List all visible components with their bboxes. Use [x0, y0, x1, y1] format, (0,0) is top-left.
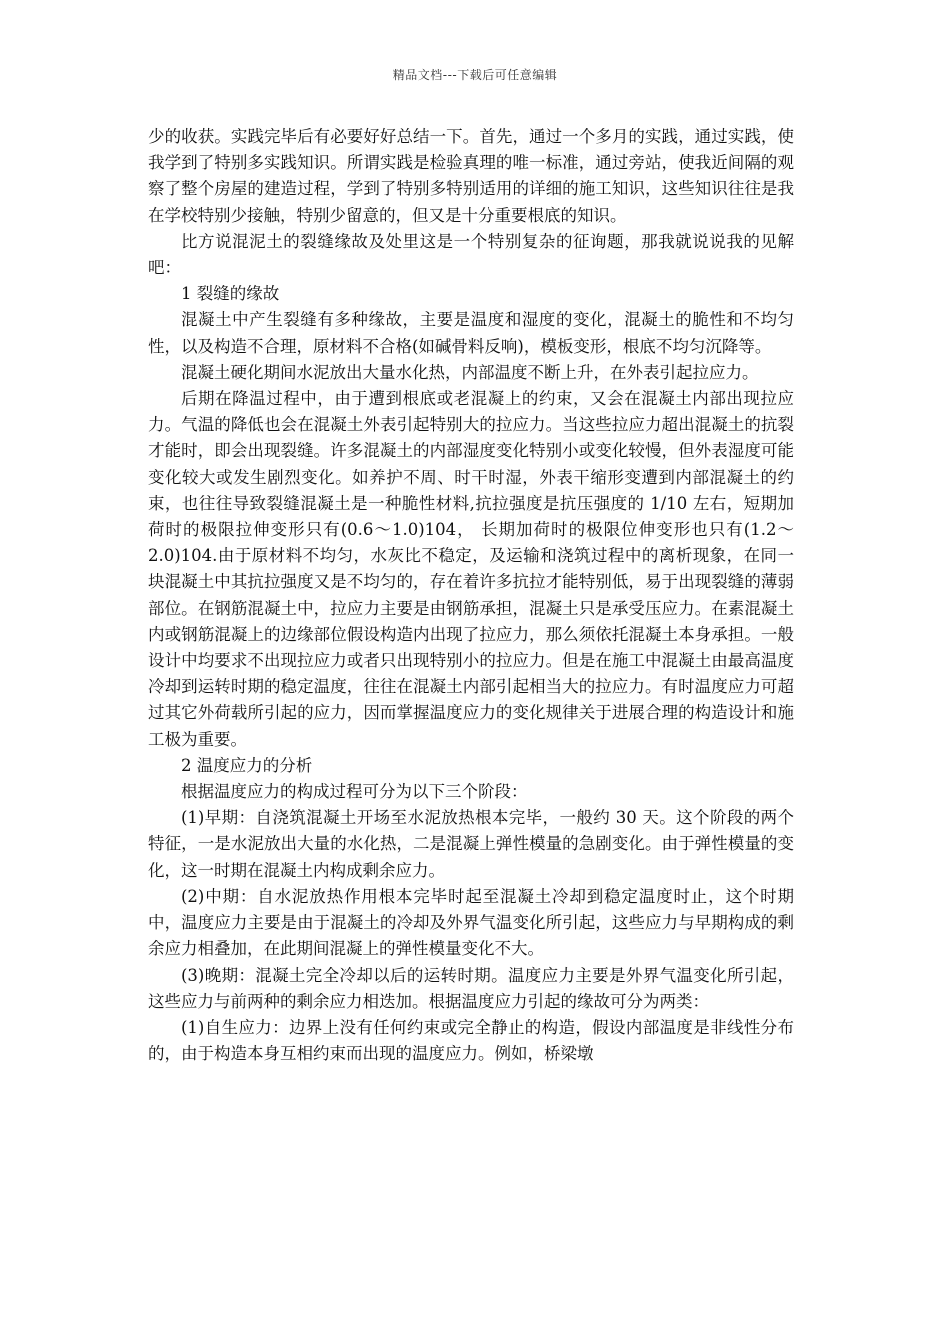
paragraph: 后期在降温过程中，由于遭到根底或老混凝上的约束，又会在混凝土内部出现拉应力。气温的降低也会在混凝土外表引起特别大的拉应力。当这些拉应力超出混凝土的抗裂才能时，即会出现裂缝。许多混凝土的内部湿度变化特别小或变化较慢，但外表湿度可能变化较大或发生剧烈变化。如养护不周、时干时湿，外表干缩形变遭到内部混凝土的约束，也往往导致裂缝混凝土是一种脆性材料,抗拉强度是抗压强度的 1/10 左右，短期加荷时的极限拉伸变形只有(0.6～1.0)104， 长期加荷时的极限位伸变形也只有(1.2～2.0)104.由于原材料不均匀，水灰比不稳定，及运输和浇筑过程中的离析现象，在同一块混凝土中其抗拉强度又是不均匀的，存在着许多抗拉才能特别低，易于出现裂缝的薄弱部位。在钢筋混凝土中，拉应力主要是由钢筋承担，混凝土只是承受压应力。在素混凝土内或钢筋混凝上的边缘部位假设构造内出现了拉应力，那么须依托混凝土本身承担。一般设计中均要求不出现拉应力或者只出现特别小的拉应力。但是在施工中混凝土由最高温度冷却到运转时期的稳定温度，往往在混凝土内部引起相当大的拉应力。有时温度应力可超过其它外荷载所引起的应力，因而掌握温度应力的变化规律关于进展合理的构造设计和施工极为重要。 — [148, 389, 794, 749]
page-header: 精品文档---下载后可任意编辑 — [392, 68, 558, 82]
section-heading: 1 裂缝的缘故 — [181, 284, 280, 304]
paragraph: (1)自生应力：边界上没有任何约束或完全静止的构造，假设内部温度是非线性分布的，由于构造本身互相约束而出现的温度应力。例如，桥梁墩 — [148, 1017, 794, 1064]
paragraph: (1)早期：自浇筑混凝土开场至水泥放热根本完毕，一般约 30 天。这个阶段的两个特征，一是水泥放出大量的水化热，二是混凝上弹性模量的急剧变化。由于弹性模量的变化，这一时期在混凝土内构成剩余应力。 — [148, 808, 794, 880]
paragraph: 比方说混泥土的裂缝缘故及处里这是一个特别复杂的征询题，那我就说说我的见解吧： — [148, 231, 794, 278]
section-heading: 2 温度应力的分析 — [181, 755, 313, 775]
paragraph: (3)晚期：混凝土完全冷却以后的运转时期。温度应力主要是外界气温变化所引起，这些应力与前两种的剩余应力相迭加。根据温度应力引起的缘故可分为两类： — [148, 965, 794, 1011]
paragraph: (2)中期：自水泥放热作用根本完毕时起至混凝土冷却到稳定温度时止，这个时期中，温度应力主要是由于混凝土的冷却及外界气温变化所引起，这些应力与早期构成的剩余应力相叠加，在此期间混凝上的弹性模量变化不大。 — [148, 886, 794, 959]
paragraph: 混凝土中产生裂缝有多种缘故，主要是温度和湿度的变化，混凝土的脆性和不均匀性，以及构造不合理，原材料不合格(如碱骨料反响)，模板变形，根底不均匀沉降等。 — [148, 310, 794, 356]
paragraph: 混凝土硬化期间水泥放出大量水化热，内部温度不断上升，在外表引起拉应力。 — [181, 362, 759, 382]
document-body — [148, 124, 794, 1067]
paragraph: 少的收获。实践完毕后有必要好好总结一下。首先，通过一个多月的实践，通过实践，使我学到了特别多实践知识。所谓实践是检验真理的唯一标准，通过旁站，使我近间隔的观察了整个房屋的建造过程，学到了特别多特别适用的详细的施工知识，这些知识往往是我在学校特别少接触，特别少留意的，但又是十分重要根底的知识。 — [148, 127, 794, 225]
paragraph: 根据温度应力的构成过程可分为以下三个阶段： — [181, 782, 528, 802]
